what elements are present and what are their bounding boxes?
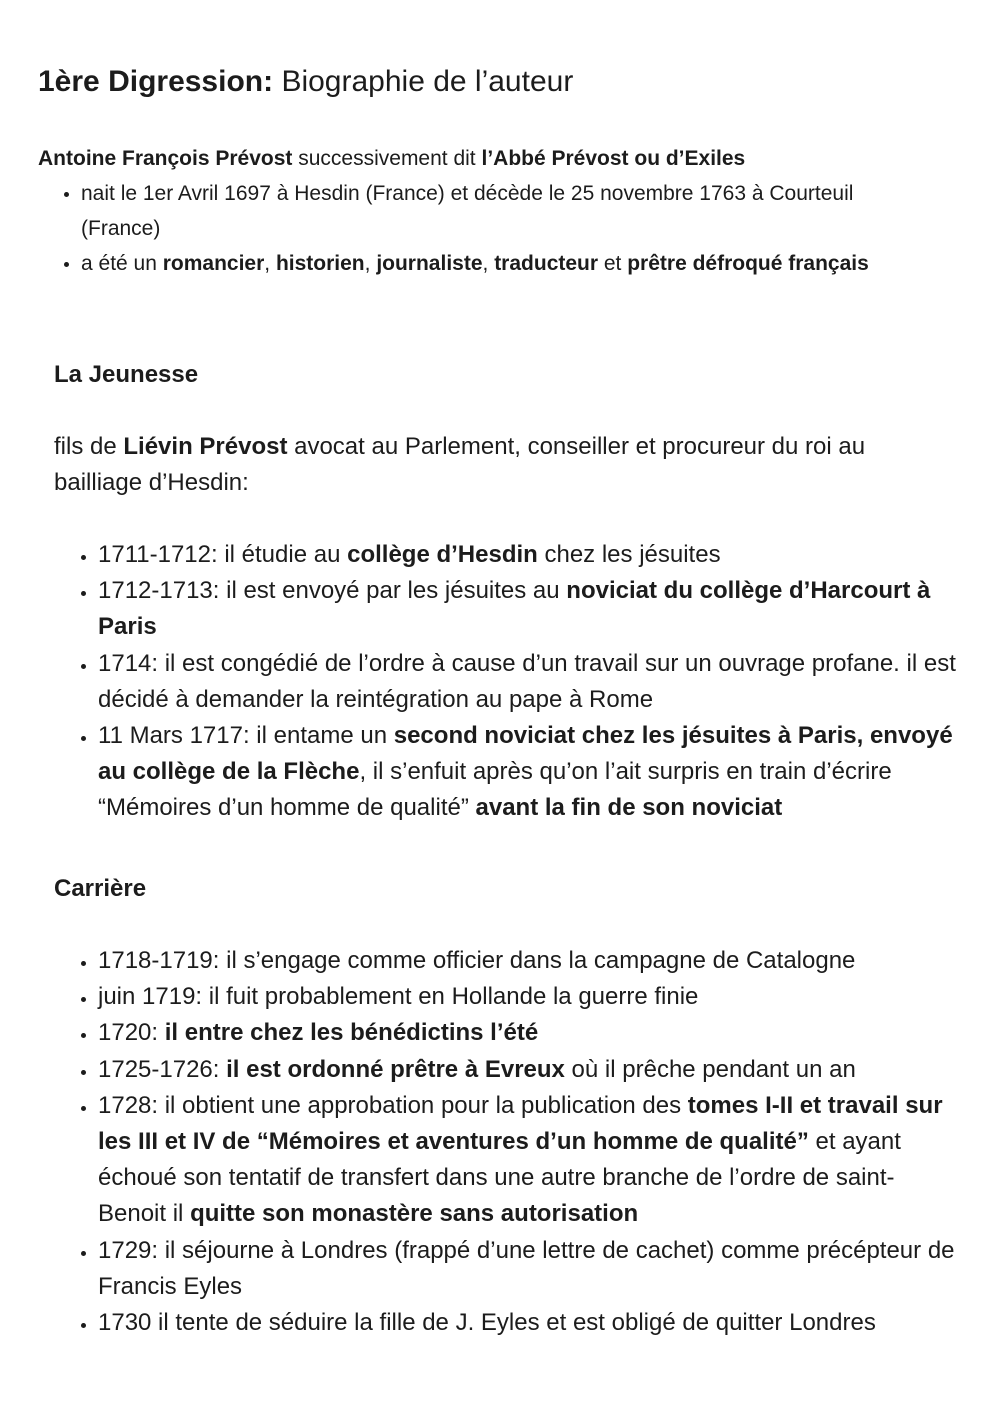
text-segment: où il prêche pendant un an bbox=[564, 1055, 856, 1083]
section-paragraph bbox=[54, 429, 959, 501]
list-item bbox=[81, 246, 938, 281]
list-item bbox=[81, 176, 938, 246]
list-item bbox=[98, 979, 959, 1015]
author-alias: l’Abbé Prévost ou d’Exiles bbox=[481, 147, 746, 170]
text-segment: 1720: bbox=[98, 1019, 165, 1047]
bold-text: historien bbox=[275, 252, 365, 275]
bold-text: romancier bbox=[162, 252, 265, 275]
text-segment: 1725-1726: bbox=[98, 1055, 227, 1083]
intro-block bbox=[38, 142, 938, 281]
bold-text: second noviciat chez les jésuites à Paris, envoyé au collège de la Flèche bbox=[98, 722, 953, 786]
bold-text: avant la fin de son noviciat bbox=[475, 794, 783, 822]
bold-text: il entre chez les bénédictins l’été bbox=[164, 1019, 539, 1047]
bold-text: il est ordonné prêtre à Evreux bbox=[226, 1055, 565, 1083]
text-segment: 1718-1719: il s’engage comme officier dans la campagne de Catalogne bbox=[98, 947, 856, 974]
text-segment: 1729: il séjourne à Londres (frappé d’une lettre de cachet) comme précépteur de Francis Eyles bbox=[98, 1236, 955, 1300]
section-carriere bbox=[54, 871, 959, 1341]
list-item bbox=[98, 1088, 959, 1233]
list-item bbox=[98, 1052, 959, 1088]
bold-text: journaliste bbox=[376, 252, 483, 275]
bold-text: noviciat du collège d’Harcourt à Paris bbox=[98, 577, 931, 641]
list-item bbox=[98, 1233, 959, 1305]
text-segment: a été un bbox=[81, 252, 163, 275]
text-segment: 11 Mars 1717: il entame un bbox=[98, 722, 394, 750]
bold-text: collège d’Hesdin bbox=[347, 541, 538, 568]
paragraph-lead: fils de bbox=[54, 433, 117, 460]
paragraph-rest: avocat au Parlement, conseiller et procureur du roi au bailliage d’Hesdin: bbox=[54, 433, 866, 496]
text-segment: 1714: il est congédié de l’ordre à cause d’un travail sur un ouvrage profane. il est décidé à demander la reintégration au pape à Rome bbox=[98, 649, 956, 713]
list-item bbox=[98, 943, 959, 979]
text-segment: 1728: il obtient une approbation pour la publication des bbox=[98, 1091, 688, 1119]
page-title bbox=[38, 60, 573, 104]
text-segment: , bbox=[482, 252, 495, 275]
title-bold: 1ère Digression: bbox=[38, 65, 274, 98]
text-segment: 1712-1713: il est envoyé par les jésuites au bbox=[98, 577, 567, 605]
intro-mid: successivement dit bbox=[298, 147, 476, 170]
list-item bbox=[98, 1305, 959, 1341]
bold-text: quitte son monastère sans autorisation bbox=[190, 1200, 639, 1228]
text-segment: 1730 il tente de séduire la fille de J. Eyles et est obligé de quitter Londres bbox=[98, 1309, 876, 1337]
list-item bbox=[98, 1015, 959, 1051]
text-segment: , bbox=[264, 252, 276, 275]
father-name: Liévin Prévost bbox=[123, 433, 288, 460]
intro-line bbox=[38, 142, 938, 176]
text-segment: , il s’enfuit après qu’on l’ait surpris en train d’écrire “Mémoires d’un homme de qualité” bbox=[98, 758, 892, 822]
intro-list bbox=[38, 176, 938, 281]
text-segment: chez les jésuites bbox=[537, 541, 721, 568]
list-item bbox=[98, 573, 959, 645]
text-segment: juin 1719: il fuit probablement en Hollande la guerre finie bbox=[98, 983, 699, 1011]
text-segment: et bbox=[598, 252, 628, 275]
list-item bbox=[98, 646, 959, 718]
text-segment: 1711-1712: il étudie au bbox=[98, 541, 348, 568]
bold-text: traducteur bbox=[494, 252, 599, 275]
carriere-list bbox=[54, 943, 959, 1341]
bold-text: tomes I-II et travail sur les III et IV de “Mémoires et aventures d’un homme de qualité” bbox=[98, 1091, 943, 1156]
text-segment: nait le 1er Avril 1697 à Hesdin (France) et décède le 25 novembre 1763 à Courteuil (France) bbox=[81, 182, 854, 240]
section-jeunesse bbox=[54, 357, 959, 827]
section-heading: La Jeunesse bbox=[54, 361, 199, 388]
bold-text: prêtre défroqué français bbox=[627, 252, 869, 275]
text-segment: , bbox=[364, 252, 377, 275]
section-heading: Carrière bbox=[54, 875, 147, 902]
author-name: Antoine François Prévost bbox=[38, 147, 293, 170]
jeunesse-list bbox=[54, 537, 959, 827]
list-item bbox=[98, 718, 959, 827]
text-segment: et ayant échoué son tentatif de transfert dans une autre branche de l’ordre de saint-Benoit il bbox=[98, 1128, 901, 1228]
title-rest: Biographie de l’auteur bbox=[281, 65, 574, 98]
list-item bbox=[98, 537, 959, 573]
